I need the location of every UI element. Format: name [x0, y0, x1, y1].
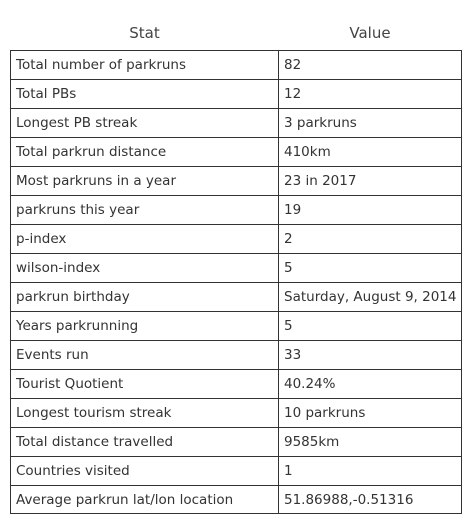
table-row [11, 283, 462, 312]
table-row [11, 51, 462, 80]
stat-name: Most parkruns in a year [11, 167, 279, 196]
table-row [11, 457, 462, 486]
stat-name: Countries visited [11, 457, 279, 486]
stat-name: Total PBs [11, 80, 279, 109]
stats-table-body [11, 51, 462, 514]
stat-value: 410km [279, 138, 462, 167]
stat-value: Saturday, August 9, 2014 [279, 283, 462, 312]
stat-value: 19 [279, 196, 462, 225]
stat-value: 33 [279, 341, 462, 370]
table-row [11, 370, 462, 399]
stat-name: Longest tourism streak [11, 399, 279, 428]
stat-name: Events run [11, 341, 279, 370]
stats-table [10, 16, 462, 514]
stat-value: 5 [279, 312, 462, 341]
stat-value: 1 [279, 457, 462, 486]
stat-name: Average parkrun lat/lon location [11, 486, 279, 514]
header-row [11, 16, 462, 51]
stat-value: 82 [279, 51, 462, 80]
stat-value: 10 parkruns [279, 399, 462, 428]
table-row [11, 399, 462, 428]
stat-value: 5 [279, 254, 462, 283]
stat-name: Total distance travelled [11, 428, 279, 457]
table-row [11, 312, 462, 341]
stat-value: 9585km [279, 428, 462, 457]
stat-value: 51.86988,-0.51316 [279, 486, 462, 514]
stat-name: Total parkrun distance [11, 138, 279, 167]
table-row [11, 428, 462, 457]
stat-value: 23 in 2017 [279, 167, 462, 196]
table-row [11, 196, 462, 225]
stat-name: parkrun birthday [11, 283, 279, 312]
table-row [11, 254, 462, 283]
header-value: Value [349, 24, 391, 42]
table-row [11, 225, 462, 254]
table-row [11, 109, 462, 138]
header-stat: Stat [129, 24, 160, 42]
stat-name: p-index [11, 225, 279, 254]
stat-name: parkruns this year [11, 196, 279, 225]
stat-value: 12 [279, 80, 462, 109]
table-row [11, 80, 462, 109]
stat-name: wilson-index [11, 254, 279, 283]
table-row [11, 486, 462, 514]
table-row [11, 341, 462, 370]
stats-table-header [11, 16, 462, 51]
table-row [11, 138, 462, 167]
stat-value: 40.24% [279, 370, 462, 399]
stat-name: Total number of parkruns [11, 51, 279, 80]
stat-value: 2 [279, 225, 462, 254]
stat-name: Tourist Quotient [11, 370, 279, 399]
stat-name: Longest PB streak [11, 109, 279, 138]
table-row [11, 167, 462, 196]
stat-value: 3 parkruns [279, 109, 462, 138]
stat-name: Years parkrunning [11, 312, 279, 341]
